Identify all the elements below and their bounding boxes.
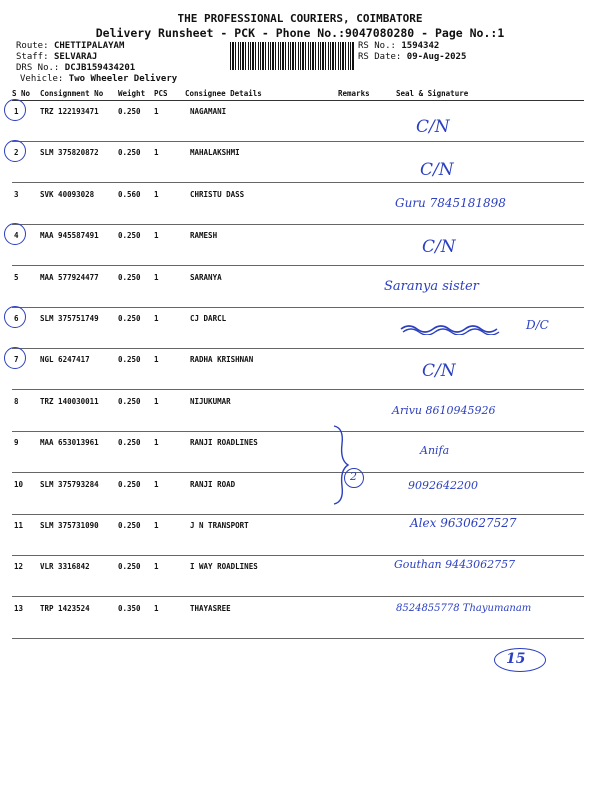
row-signature: D/C bbox=[526, 318, 549, 332]
col-weight: Weight bbox=[118, 89, 146, 98]
row-consignment-no: SLM 375731090 bbox=[40, 521, 99, 530]
table-row bbox=[12, 390, 584, 432]
col-remarks: Remarks bbox=[338, 89, 370, 98]
bracket-count-circle bbox=[344, 468, 364, 488]
runsheet-subtitle: Delivery Runsheet - PCK - Phone No.:9047080280 - Page No.:1 bbox=[95, 26, 505, 40]
row-consignment-no: SLM 375751749 bbox=[40, 314, 99, 323]
row-consignee: THAYASREE bbox=[190, 603, 231, 613]
row-sno: 10 bbox=[14, 479, 24, 489]
row-weight: 0.250 bbox=[118, 438, 141, 448]
rs-no-value: 1594342 bbox=[401, 41, 440, 51]
row-sno: 9 bbox=[14, 438, 19, 448]
sno-circle-mark bbox=[4, 347, 26, 369]
row-sno: 12 bbox=[14, 562, 24, 572]
row-weight: 0.250 bbox=[118, 107, 141, 116]
row-consignment-no: TRZ 140030011 bbox=[40, 396, 99, 406]
row-signature: C/N bbox=[416, 117, 450, 137]
row-signature: Anifa bbox=[420, 444, 450, 458]
row-consignee: RANJI ROADLINES bbox=[190, 438, 258, 448]
table-row bbox=[12, 266, 584, 308]
row-sno: 5 bbox=[14, 272, 19, 282]
drs-value: DCJB159434201 bbox=[64, 63, 136, 73]
row-signature: Guru 7845181898 bbox=[395, 195, 506, 210]
row-weight: 0.350 bbox=[118, 603, 141, 613]
row-consignment-no: MAA 945587491 bbox=[40, 231, 99, 241]
drs-line: DRS No.: DCJB159434201 bbox=[16, 63, 136, 73]
row-consignee: I WAY ROADLINES bbox=[190, 562, 258, 572]
col-sno: S No bbox=[12, 89, 31, 98]
sno-circle-mark bbox=[4, 99, 26, 121]
row-consignee: NIJUKUMAR bbox=[190, 396, 231, 406]
row-signature: 8524855778 Thayumanam bbox=[396, 602, 532, 614]
row-signature: Alex 9630627527 bbox=[410, 516, 517, 530]
table-row bbox=[12, 100, 584, 142]
row-consignment-no: MAA 577924477 bbox=[40, 272, 99, 282]
row-consignee: RANJI ROAD bbox=[190, 479, 236, 489]
row-pcs: 1 bbox=[154, 396, 159, 406]
row-consignee: MAHALAKSHMI bbox=[190, 148, 240, 158]
row-pcs: 1 bbox=[154, 562, 159, 572]
row-weight: 0.250 bbox=[118, 355, 141, 365]
row-pcs: 1 bbox=[154, 107, 159, 116]
sno-circle-mark bbox=[4, 306, 26, 328]
rs-date-line: RS Date: 09-Aug-2025 bbox=[358, 52, 467, 62]
row-signature: Arivu 8610945926 bbox=[392, 403, 496, 417]
row-consignment-no: VLR 3316842 bbox=[40, 562, 90, 572]
row-signature: C/N bbox=[422, 361, 456, 382]
row-weight: 0.250 bbox=[118, 272, 141, 282]
table-row bbox=[12, 183, 584, 225]
row-consignment-no: NGL 6247417 bbox=[40, 355, 90, 365]
bracket-count: 2 bbox=[350, 470, 357, 483]
row-consignee: RADHA KRISHNAN bbox=[190, 355, 254, 365]
row-pcs: 1 bbox=[154, 355, 159, 365]
row-sno: 7 bbox=[14, 355, 19, 365]
row-pcs: 1 bbox=[154, 479, 159, 489]
company-title: THE PROFESSIONAL COURIERS, COIMBATORE bbox=[177, 12, 423, 25]
col-pcs: PCS bbox=[154, 89, 168, 98]
row-pcs: 1 bbox=[154, 314, 159, 323]
total-stamp bbox=[494, 648, 546, 672]
barcode bbox=[230, 42, 354, 70]
sno-circle-mark bbox=[4, 140, 26, 162]
sno-circle-mark bbox=[4, 223, 26, 245]
total-count: 15 bbox=[506, 651, 526, 667]
row-consignee: J N TRANSPORT bbox=[190, 521, 249, 530]
table-row bbox=[12, 514, 584, 556]
row-signature: C/N bbox=[422, 237, 456, 258]
table-row bbox=[12, 141, 584, 183]
row-weight: 0.250 bbox=[118, 314, 141, 323]
row-sno: 4 bbox=[14, 231, 19, 241]
row-sno: 11 bbox=[14, 521, 24, 530]
row-signature: C/N bbox=[420, 160, 454, 181]
row-consignment-no: SLM 375820872 bbox=[40, 148, 99, 158]
row-pcs: 1 bbox=[154, 189, 159, 199]
row-consignment-no: SLM 375793284 bbox=[40, 479, 99, 489]
vehicle-line: Vehicle: Two Wheeler Delivery bbox=[20, 74, 178, 84]
row-weight: 0.250 bbox=[118, 479, 141, 489]
row-weight: 0.250 bbox=[118, 396, 141, 406]
row-consignment-no: TRP 1423524 bbox=[40, 603, 90, 613]
row-sno: 2 bbox=[14, 148, 19, 158]
staff-line: Staff: SELVARAJ bbox=[16, 52, 98, 62]
scribble-out-icon bbox=[399, 323, 519, 335]
row-consignee: RAMESH bbox=[190, 231, 218, 241]
row-consignment-no: MAA 653013961 bbox=[40, 438, 99, 448]
row-consignee: CHRISTU DASS bbox=[190, 189, 245, 199]
row-pcs: 1 bbox=[154, 272, 159, 282]
row-sno: 13 bbox=[14, 603, 24, 613]
table-row bbox=[12, 348, 584, 390]
col-consignee: Consignee Details bbox=[185, 89, 262, 98]
row-consignment-no: TRZ 122193471 bbox=[40, 107, 99, 116]
row-consignee: NAGAMANI bbox=[190, 107, 227, 116]
group-bracket-icon bbox=[330, 424, 354, 506]
row-pcs: 1 bbox=[154, 603, 159, 613]
staff-value: SELVARAJ bbox=[53, 52, 98, 62]
vehicle-value: Two Wheeler Delivery bbox=[68, 74, 178, 84]
row-sno: 6 bbox=[14, 314, 19, 323]
row-consignee: SARANYA bbox=[190, 272, 222, 282]
row-pcs: 1 bbox=[154, 231, 159, 241]
row-weight: 0.250 bbox=[118, 231, 141, 241]
rs-date-value: 09-Aug-2025 bbox=[406, 52, 467, 62]
row-consignment-no: SVK 40093028 bbox=[40, 189, 95, 199]
row-weight: 0.250 bbox=[118, 148, 141, 158]
row-sno: 1 bbox=[14, 107, 19, 116]
row-pcs: 1 bbox=[154, 148, 159, 158]
col-seal-signature: Seal & Signature bbox=[396, 89, 469, 98]
row-sno: 8 bbox=[14, 396, 19, 406]
row-sno: 3 bbox=[14, 189, 19, 199]
row-consignee: CJ DARCL bbox=[190, 314, 227, 323]
row-weight: 0.250 bbox=[118, 562, 141, 572]
table-row bbox=[12, 224, 584, 266]
table-row bbox=[12, 473, 584, 515]
row-signature: 9092642200 bbox=[408, 478, 478, 492]
row-pcs: 1 bbox=[154, 438, 159, 448]
rs-no-line: RS No.: 1594342 bbox=[358, 41, 440, 51]
row-signature: Gouthan 9443062757 bbox=[394, 558, 516, 572]
route-line: Route: CHETTIPALAYAM bbox=[16, 41, 125, 51]
row-weight: 0.560 bbox=[118, 189, 141, 199]
route-value: CHETTIPALAYAM bbox=[53, 41, 125, 51]
row-signature: Saranya sister bbox=[384, 278, 479, 294]
table-row bbox=[12, 597, 584, 639]
col-consignment: Consignment No bbox=[40, 89, 104, 98]
row-weight: 0.250 bbox=[118, 521, 141, 530]
table-row bbox=[12, 555, 584, 597]
table-row bbox=[12, 431, 584, 473]
row-pcs: 1 bbox=[154, 521, 159, 530]
